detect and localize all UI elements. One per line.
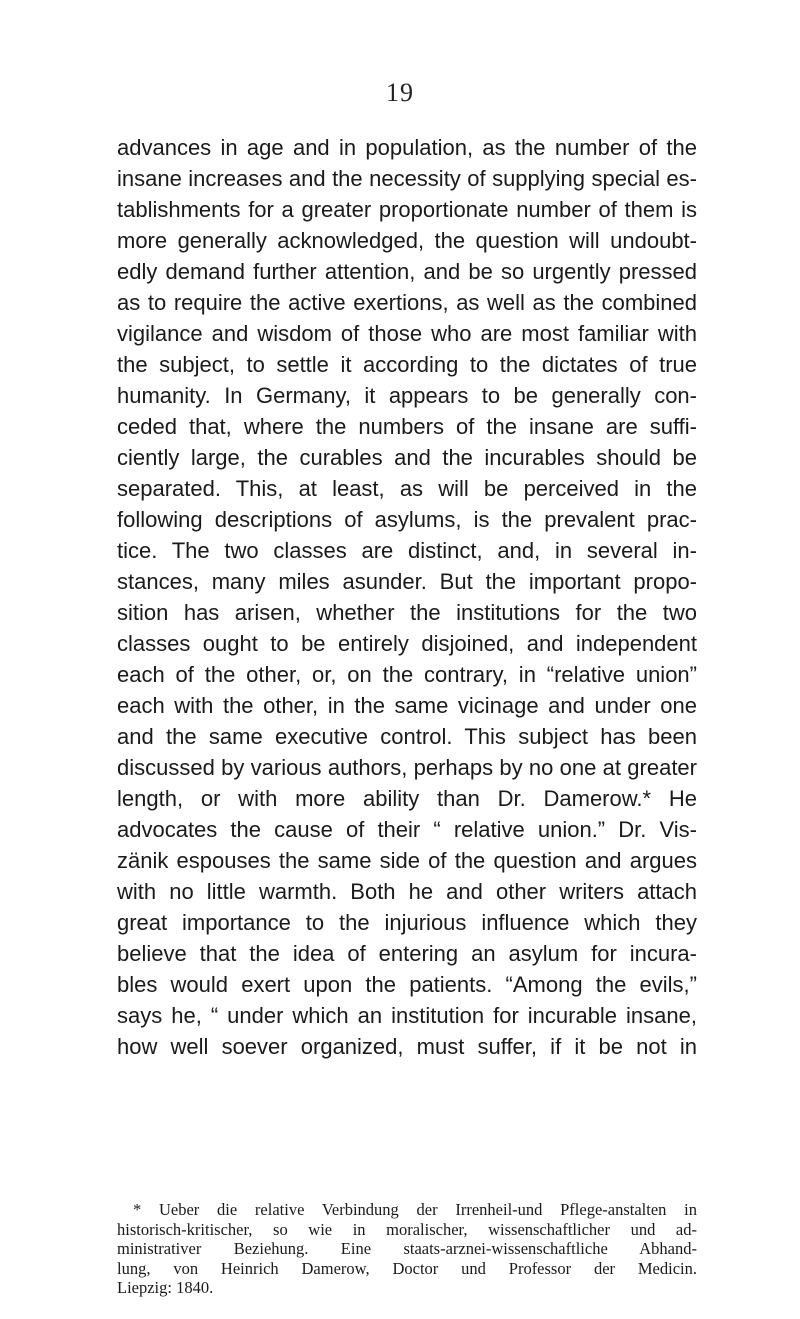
body-line: believe that the idea of entering an asylum for incura- — [117, 941, 697, 966]
body-line: stances, many miles asunder. But the important propo- — [117, 569, 697, 594]
body-line: edly demand further attention, and be so urgently pressed — [117, 259, 697, 284]
body-line: advances in age and in population, as the number of the — [117, 135, 697, 160]
body-line: as to require the active exertions, as well as the combined — [117, 290, 697, 315]
body-line: humanity. In Germany, it appears to be generally con- — [117, 383, 697, 408]
body-line: zänik espouses the same side of the question and argues — [117, 848, 697, 873]
body-line: each of the other, or, on the contrary, in “relative union” — [117, 662, 697, 687]
body-line: how well soever organized, must suffer, if it be not in — [117, 1034, 697, 1059]
body-line: says he, “ under which an institution for incurable insane, — [117, 1003, 697, 1028]
body-line: tablishments for a greater proportionate number of them is — [117, 197, 697, 222]
body-line: classes ought to be entirely disjoined, and independent — [117, 631, 697, 656]
body-line: with no little warmth. Both he and other writers attach — [117, 879, 697, 904]
footnote-line: historisch-kritischer, so wie in moralischer, wissenschaftlicher und ad- — [117, 1219, 697, 1239]
footnote — [117, 1200, 697, 1298]
body-line: ciently large, the curables and the incurables should be — [117, 445, 697, 470]
body-line: each with the other, in the same vicinage and under one — [117, 693, 697, 718]
body-line: insane increases and the necessity of supplying special es- — [117, 166, 697, 191]
body-line: great importance to the injurious influence which they — [117, 910, 697, 935]
footnote-line: ministrativer Beziehung. Eine staats-arznei-wissenschaftliche Abhand- — [117, 1239, 697, 1258]
body-line: length, or with more ability than Dr. Damerow.* He — [117, 786, 697, 811]
body-line: bles would exert upon the patients. “Among the evils,” — [117, 972, 697, 997]
body-line: sition has arisen, whether the institutions for the two — [117, 600, 697, 625]
footnote-line: Liepzig: 1840. — [117, 1278, 214, 1297]
body-line: discussed by various authors, perhaps by no one at greater — [117, 755, 697, 780]
body-line: following descriptions of asylums, is the prevalent prac- — [117, 507, 697, 532]
body-line: and the same executive control. This subject has been — [117, 724, 697, 749]
footnote-line: lung, von Heinrich Damerow, Doctor und Professor der Medicin. — [117, 1258, 697, 1278]
footnote-line: * Ueber die relative Verbindung der Irrenheil-und Pflege-anstalten in — [133, 1200, 697, 1219]
body-line: the subject, to settle it according to the dictates of true — [117, 352, 697, 377]
page-number: 19 — [386, 78, 414, 107]
body-line: vigilance and wisdom of those who are most familiar with — [117, 321, 697, 346]
body-line: separated. This, at least, as will be perceived in the — [117, 476, 697, 501]
body-text — [117, 132, 697, 1062]
body-line: advocates the cause of their “ relative union.” Dr. Vis- — [117, 817, 697, 842]
body-line: ceded that, where the numbers of the insane are suffi- — [117, 414, 697, 439]
body-line: more generally acknowledged, the question will undoubt- — [117, 228, 697, 253]
body-line: tice. The two classes are distinct, and, in several in- — [117, 538, 697, 563]
